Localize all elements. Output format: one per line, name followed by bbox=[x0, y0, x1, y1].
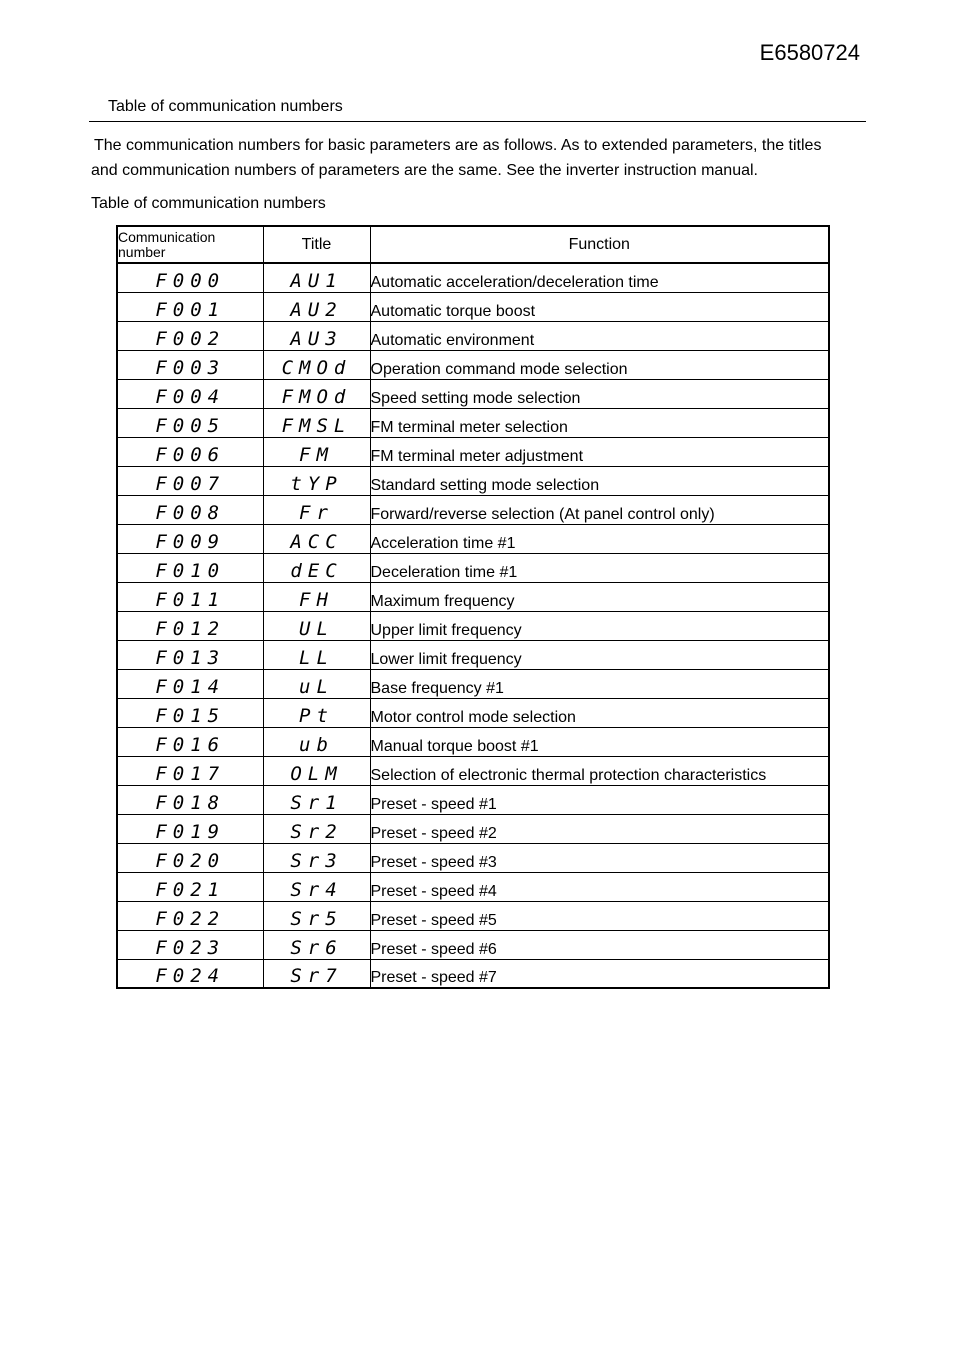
parameter-title-cell: ub bbox=[263, 727, 370, 756]
function-cell: Acceleration time #1 bbox=[370, 524, 829, 553]
communication-number-cell: F003 bbox=[117, 350, 263, 379]
communication-number-cell: F008 bbox=[117, 495, 263, 524]
table-row bbox=[117, 408, 829, 437]
column-header-function: Function bbox=[370, 226, 829, 263]
function-cell: Manual torque boost #1 bbox=[370, 727, 829, 756]
communication-number-cell: F004 bbox=[117, 379, 263, 408]
communication-number-cell: F005 bbox=[117, 408, 263, 437]
heading-divider bbox=[89, 121, 866, 122]
function-cell: Preset - speed #2 bbox=[370, 814, 829, 843]
communication-number-cell: F009 bbox=[117, 524, 263, 553]
section-heading: Table of communication numbers bbox=[108, 98, 343, 115]
parameter-title-cell: Pt bbox=[263, 698, 370, 727]
parameter-title-cell: CMOd bbox=[263, 350, 370, 379]
communication-number-cell: F012 bbox=[117, 611, 263, 640]
table-row bbox=[117, 930, 829, 959]
communication-number-cell: F024 bbox=[117, 959, 263, 988]
communication-number-cell: F013 bbox=[117, 640, 263, 669]
table-row bbox=[117, 321, 829, 350]
function-cell: Standard setting mode selection bbox=[370, 466, 829, 495]
table-row bbox=[117, 814, 829, 843]
column-header-number-line-1: Communication bbox=[118, 228, 216, 245]
function-cell: Automatic environment bbox=[370, 321, 829, 350]
parameter-title-cell: LL bbox=[263, 640, 370, 669]
parameter-title-cell: AU3 bbox=[263, 321, 370, 350]
table-row bbox=[117, 756, 829, 785]
table-row bbox=[117, 959, 829, 988]
parameter-title-cell: FM bbox=[263, 437, 370, 466]
function-cell: Preset - speed #1 bbox=[370, 785, 829, 814]
function-cell: Preset - speed #7 bbox=[370, 959, 829, 988]
table-row bbox=[117, 640, 829, 669]
table-row bbox=[117, 582, 829, 611]
parameter-title-cell: ACC bbox=[263, 524, 370, 553]
communication-number-cell: F018 bbox=[117, 785, 263, 814]
table-body bbox=[117, 263, 829, 988]
table-row bbox=[117, 350, 829, 379]
table-row bbox=[117, 495, 829, 524]
parameter-title-cell: uL bbox=[263, 669, 370, 698]
communication-number-cell: F017 bbox=[117, 756, 263, 785]
intro-paragraph bbox=[91, 133, 871, 183]
function-cell: Speed setting mode selection bbox=[370, 379, 829, 408]
parameter-title-cell: AU1 bbox=[263, 263, 370, 292]
communication-number-cell: F022 bbox=[117, 901, 263, 930]
function-cell: Forward/reverse selection (At panel control only) bbox=[370, 495, 829, 524]
parameter-title-cell: Fr bbox=[263, 495, 370, 524]
document-number: E6580724 bbox=[759, 40, 860, 65]
function-cell: Automatic acceleration/deceleration time bbox=[370, 263, 829, 292]
communication-number-cell: F007 bbox=[117, 466, 263, 495]
parameter-title-cell: tYP bbox=[263, 466, 370, 495]
function-cell: Preset - speed #5 bbox=[370, 901, 829, 930]
parameter-title-cell: FMSL bbox=[263, 408, 370, 437]
function-cell: Deceleration time #1 bbox=[370, 553, 829, 582]
function-cell: FM terminal meter adjustment bbox=[370, 437, 829, 466]
communication-number-cell: F016 bbox=[117, 727, 263, 756]
communication-number-cell: F001 bbox=[117, 292, 263, 321]
function-cell: Preset - speed #6 bbox=[370, 930, 829, 959]
column-header-number bbox=[117, 226, 263, 263]
table-row bbox=[117, 292, 829, 321]
table-row bbox=[117, 263, 829, 292]
parameter-title-cell: Sr4 bbox=[263, 872, 370, 901]
table-row bbox=[117, 843, 829, 872]
communication-number-cell: F020 bbox=[117, 843, 263, 872]
communication-number-cell: F019 bbox=[117, 814, 263, 843]
table-row bbox=[117, 785, 829, 814]
communication-number-cell: F002 bbox=[117, 321, 263, 350]
parameter-title-cell: Sr5 bbox=[263, 901, 370, 930]
parameter-title-cell: FH bbox=[263, 582, 370, 611]
parameter-title-cell: AU2 bbox=[263, 292, 370, 321]
parameter-title-cell: Sr1 bbox=[263, 785, 370, 814]
table-row bbox=[117, 524, 829, 553]
function-cell: Preset - speed #4 bbox=[370, 872, 829, 901]
column-header-number-line-2: number bbox=[118, 243, 166, 260]
table-row bbox=[117, 379, 829, 408]
communication-numbers-table bbox=[116, 225, 830, 989]
table-row bbox=[117, 611, 829, 640]
function-cell: Maximum frequency bbox=[370, 582, 829, 611]
intro-line-1: The communication numbers for basic parameters are as follows. As to extended parameters, the titles bbox=[94, 137, 822, 154]
parameter-title-cell: Sr2 bbox=[263, 814, 370, 843]
function-cell: Lower limit frequency bbox=[370, 640, 829, 669]
function-cell: Selection of electronic thermal protection characteristics bbox=[370, 756, 829, 785]
function-cell: Preset - speed #3 bbox=[370, 843, 829, 872]
parameter-title-cell: Sr6 bbox=[263, 930, 370, 959]
communication-number-cell: F010 bbox=[117, 553, 263, 582]
function-cell: FM terminal meter selection bbox=[370, 408, 829, 437]
table-row bbox=[117, 466, 829, 495]
table-caption: Table of communication numbers bbox=[91, 195, 326, 212]
communication-number-cell: F021 bbox=[117, 872, 263, 901]
table-row bbox=[117, 553, 829, 582]
table-row bbox=[117, 872, 829, 901]
table-row bbox=[117, 669, 829, 698]
parameter-title-cell: OLM bbox=[263, 756, 370, 785]
table-row bbox=[117, 437, 829, 466]
column-header-title: Title bbox=[263, 226, 370, 263]
function-cell: Base frequency #1 bbox=[370, 669, 829, 698]
function-cell: Motor control mode selection bbox=[370, 698, 829, 727]
parameter-title-cell: dEC bbox=[263, 553, 370, 582]
parameter-title-cell: FMOd bbox=[263, 379, 370, 408]
intro-line-2: and communication numbers of parameters are the same. See the inverter instruction manual. bbox=[91, 162, 758, 179]
table-row bbox=[117, 901, 829, 930]
parameter-title-cell: Sr7 bbox=[263, 959, 370, 988]
communication-number-cell: F006 bbox=[117, 437, 263, 466]
communication-number-cell: F015 bbox=[117, 698, 263, 727]
parameter-title-cell: UL bbox=[263, 611, 370, 640]
function-cell: Operation command mode selection bbox=[370, 350, 829, 379]
function-cell: Upper limit frequency bbox=[370, 611, 829, 640]
communication-number-cell: F014 bbox=[117, 669, 263, 698]
table-row bbox=[117, 727, 829, 756]
parameter-title-cell: Sr3 bbox=[263, 843, 370, 872]
table-header-row bbox=[117, 226, 829, 263]
communication-number-cell: F023 bbox=[117, 930, 263, 959]
communication-number-cell: F011 bbox=[117, 582, 263, 611]
communication-number-cell: F000 bbox=[117, 263, 263, 292]
function-cell: Automatic torque boost bbox=[370, 292, 829, 321]
table-row bbox=[117, 698, 829, 727]
